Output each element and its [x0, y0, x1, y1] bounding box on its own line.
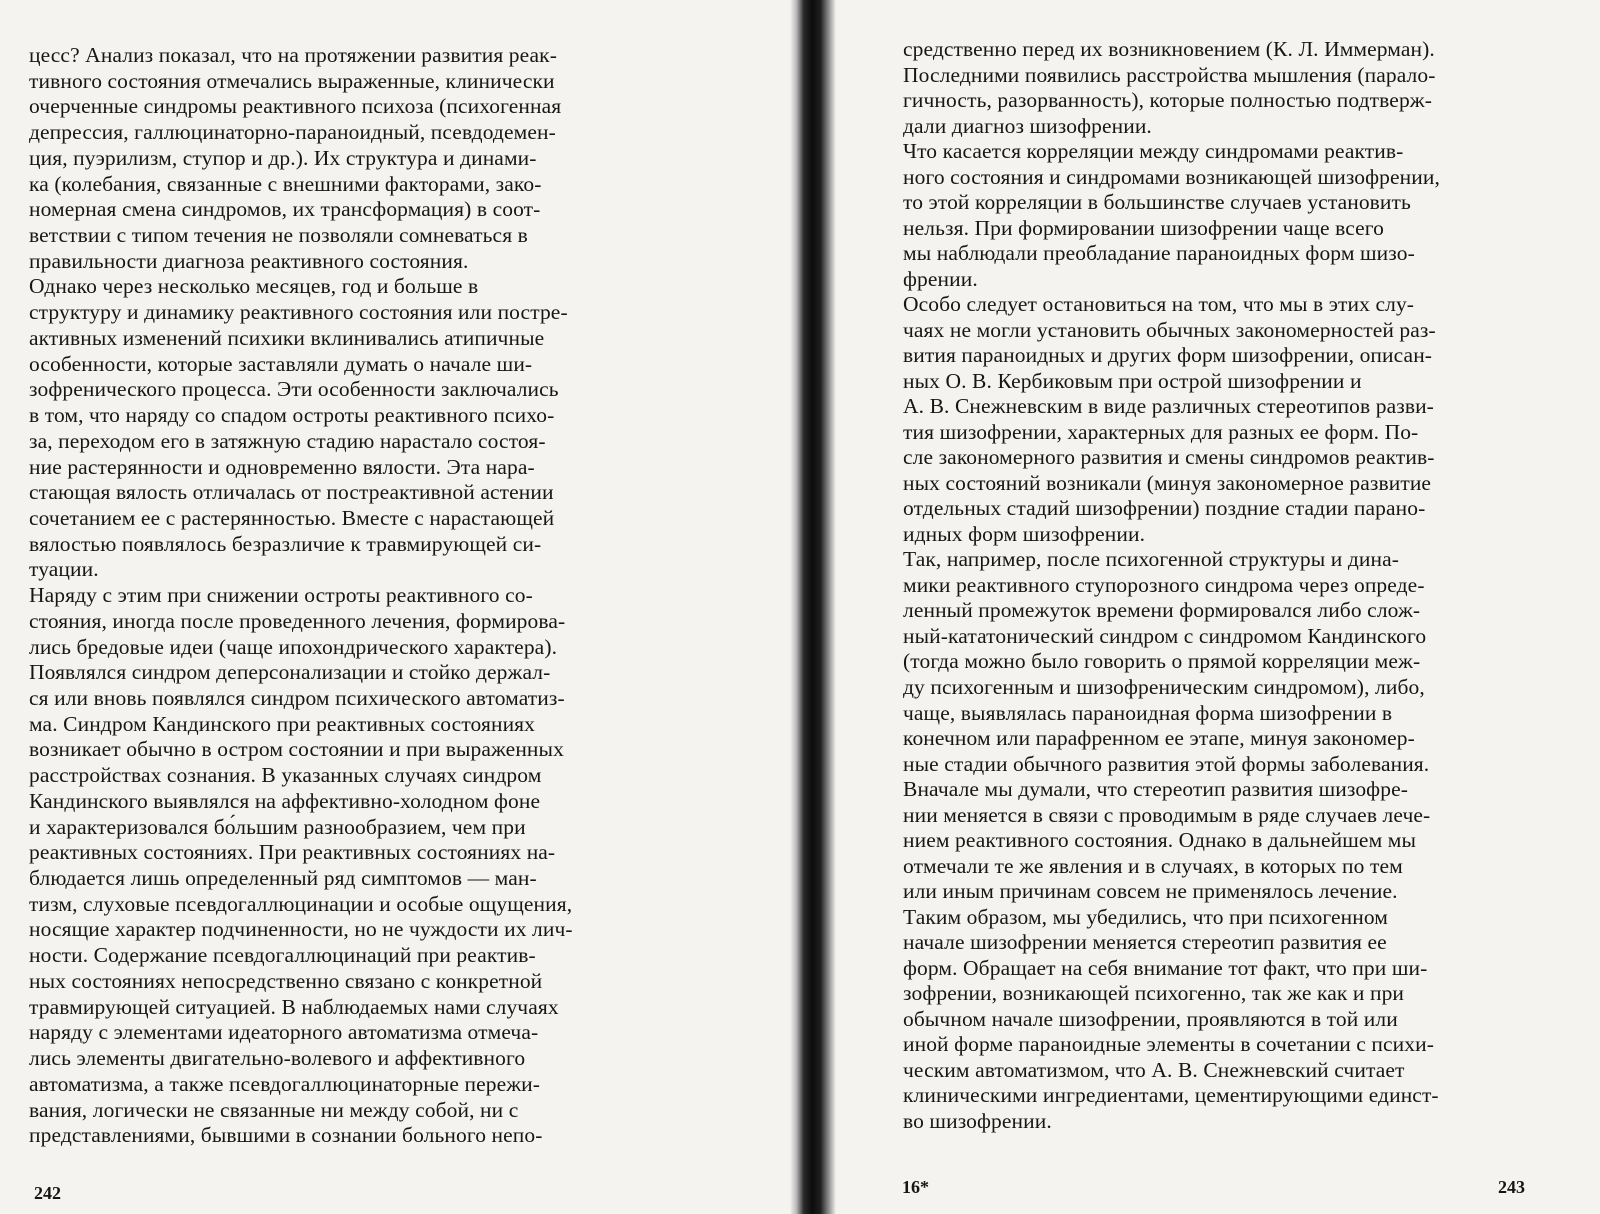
text-line: вялостью появлялось безразличие к травмирующей си-	[29, 531, 542, 556]
text-line: возникает обычно в остром состоянии и при выраженных	[29, 737, 564, 762]
text-line: блюдается лишь определенный ряд симптомов — ман-	[29, 866, 537, 891]
text-line: мы наблюдали преобладание параноидных форм шизо-	[903, 241, 1415, 266]
text-line: ленный промежуток времени формировался либо слож-	[903, 598, 1421, 623]
text-line: во шизофрении.	[903, 1108, 1052, 1133]
text-line: особенности, которые заставляли думать о начале ши-	[29, 351, 533, 376]
text-line: тивного состояния отмечались выраженные, клинически	[29, 68, 555, 93]
text-line: в том, что наряду со спадом остроты реактивного психо-	[29, 403, 555, 428]
text-line: отмечали те же явления и в случаях, в которых по тем	[903, 853, 1403, 878]
text-line: вития параноидных и других форм шизофрении, описан-	[903, 343, 1433, 368]
text-line: Таким образом, мы убедились, что при психогенном	[903, 904, 1388, 929]
text-line: за, переходом его в затяжную стадию нарастало состоя-	[29, 428, 546, 453]
page-number: 242	[34, 1183, 61, 1203]
signature-mark: 16*	[902, 1177, 929, 1197]
text-line: гичность, разорванность), которые полностью подтверж-	[903, 88, 1433, 113]
text-line: чаях не могли установить обычных закономерностей раз-	[903, 317, 1436, 342]
text-line: ного состояния и синдромами возникающей шизофрении,	[903, 164, 1440, 189]
text-line: сочетанием ее с растерянностью. Вместе с нарастающей	[29, 505, 555, 530]
text-line: лись бредовые идеи (чаще ипохондрического характера).	[29, 634, 558, 659]
text-line: ветствии с типом течения не позволяли сомневаться в	[29, 223, 528, 248]
text-line: автоматизма, а также псевдогаллюцинаторные пережи-	[29, 1071, 541, 1096]
text-line: Кандинского выявлялся на аффективно-холодном фоне	[29, 788, 541, 813]
text-line: расстройствах сознания. В указанных случаях синдром	[29, 763, 542, 788]
text-line: ных состояний возникали (минуя закономерное развитие	[903, 470, 1432, 495]
text-line: Что касается корреляции между синдромами реактив-	[903, 139, 1404, 164]
text-line: представлениями, бывшими в сознании больного непо-	[29, 1123, 543, 1148]
text-line: стающая вялость отличалась от постреактивной астении	[29, 480, 554, 505]
text-line: ма. Синдром Кандинского при реактивных состояниях	[29, 711, 536, 736]
text-line: Появлялся синдром деперсонализации и стойко держал-	[29, 660, 551, 685]
text-line: форм. Обращает на себя внимание тот факт, что при ши-	[903, 955, 1428, 980]
text-line: то этой корреляции в большинстве случаев установить	[903, 190, 1411, 215]
text-line: туации.	[29, 557, 99, 582]
text-line: ный-кататонический синдром с синдромом Кандинского	[903, 623, 1427, 648]
text-line: активных изменений психики вклинивались атипичные	[29, 325, 545, 350]
text-line: очерченные синдромы реактивного психоза (психогенная	[29, 94, 562, 119]
text-line: конечном или парафренном ее этапе, минуя закономер-	[903, 726, 1415, 751]
text-line: стояния, иногда после проведенного лечения, формирова-	[29, 608, 566, 633]
text-line: тизм, слуховые псевдогаллюцинации и особые ощущения,	[29, 891, 573, 916]
text-line: зофренического процесса. Эти особенности заключались	[29, 377, 559, 402]
text-line: ка (колебания, связанные с внешними факторами, зако-	[29, 171, 542, 196]
text-line: клиническими ингредиентами, цементирующими единст-	[903, 1083, 1439, 1108]
text-line: френии.	[903, 266, 978, 291]
text-line: депрессия, галлюцинаторно-параноидный, псевдодемен-	[29, 120, 556, 145]
text-line: вания, логически не связанные ни между собой, ни с	[29, 1097, 519, 1122]
text-line: начале шизофрении меняется стереотип развития ее	[903, 930, 1387, 955]
text-line: ческим автоматизмом, что А. В. Снежневский считает	[903, 1057, 1405, 1082]
text-line: тия шизофрении, характерных для разных ее форм. По-	[903, 419, 1419, 444]
text-line: реактивных состояниях. При реактивных состояниях на-	[29, 840, 556, 865]
text-line: обычном начале шизофрении, проявляются в той или	[903, 1006, 1398, 1031]
text-line: ных О. В. Кербиковым при острой шизофрении и	[903, 368, 1362, 393]
left-page	[0, 0, 790, 1214]
text-line: отдельных стадий шизофрении) поздние стадии парано-	[903, 496, 1426, 521]
page-number: 243	[1498, 1177, 1525, 1197]
text-line: или иным причинам совсем не применялось лечение.	[903, 879, 1398, 904]
text-line: идных форм шизофрении.	[903, 521, 1146, 546]
text-line: нием реактивного состояния. Однако в дальнейшем мы	[903, 828, 1416, 853]
text-line: ние растерянности и одновременно вялости. Эта нара-	[29, 454, 535, 479]
text-line: средственно перед их возникновением (К. Л. Иммерман).	[903, 37, 1435, 61]
text-line: ся или вновь появлялся синдром психического автоматиз-	[29, 686, 565, 710]
text-line: ные стадии обычного развития этой формы заболевания.	[903, 751, 1430, 776]
right-page	[836, 0, 1600, 1214]
text-line: структуру и динамику реактивного состояния или постре-	[29, 300, 568, 325]
text-line: лись элементы двигательно-волевого и аффективного	[29, 1046, 526, 1071]
text-line: мики реактивного ступорозного синдрома через опреде-	[903, 572, 1425, 597]
text-line: цесс? Анализ показал, что на протяжении развития реак-	[29, 43, 557, 67]
text-line: номерная смена синдромов, их трансформация) в соот-	[29, 197, 541, 222]
text-line: зофрении, возникающей психогенно, так же как и при	[903, 981, 1405, 1006]
text-line: дали диагноз шизофрении.	[903, 113, 1152, 138]
text-line: ности. Содержание псевдогаллюцинаций при реактив-	[29, 943, 536, 968]
text-line: Так, например, после психогенной структуры и дина-	[903, 547, 1399, 572]
text-line: наряду с элементами идеаторного автоматизма отмеча-	[29, 1020, 539, 1045]
text-line: и характеризовался бо́льшим разнообразием, чем при	[29, 814, 526, 839]
text-line: нельзя. При формировании шизофрении чаще всего	[903, 215, 1385, 240]
text-line: иной форме параноидные элементы в сочетании с психи-	[903, 1032, 1434, 1057]
text-line: (тогда можно было говорить о прямой корреляции меж-	[903, 649, 1421, 674]
text-line: Наряду с этим при снижении остроты реактивного со-	[29, 583, 533, 608]
text-line: ция, пуэрилизм, ступор и др.). Их структура и динами-	[29, 145, 537, 170]
text-line: правильности диагноза реактивного состояния.	[29, 248, 469, 273]
text-line: ду психогенным и шизофреническим синдромом), либо,	[903, 675, 1425, 699]
text-line: ных состояниях непосредственно связано с конкретной	[29, 968, 543, 993]
text-line: А. В. Снежневским в виде различных стереотипов разви-	[903, 394, 1434, 419]
text-line: сле закономерного развития и смены синдромов реактив-	[903, 445, 1435, 470]
text-line: Однако через несколько месяцев, год и больше в	[29, 274, 479, 299]
book-gutter	[790, 0, 836, 1214]
text-line: носящие характер подчиненности, но не чуждости их лич-	[29, 917, 573, 942]
text-line: Особо следует остановиться на том, что мы в этих слу-	[903, 292, 1415, 317]
text-line: травмирующей ситуацией. В наблюдаемых нами случаях	[29, 994, 559, 1019]
text-line: нии меняется в связи с проводимым в ряде случаев лече-	[903, 802, 1431, 827]
text-line: чаще, выявлялась параноидная форма шизофрении в	[903, 700, 1393, 725]
text-line: Последними появились расстройства мышления (парало-	[903, 62, 1436, 87]
text-line: Вначале мы думали, что стереотип развития шизофре-	[903, 777, 1408, 802]
